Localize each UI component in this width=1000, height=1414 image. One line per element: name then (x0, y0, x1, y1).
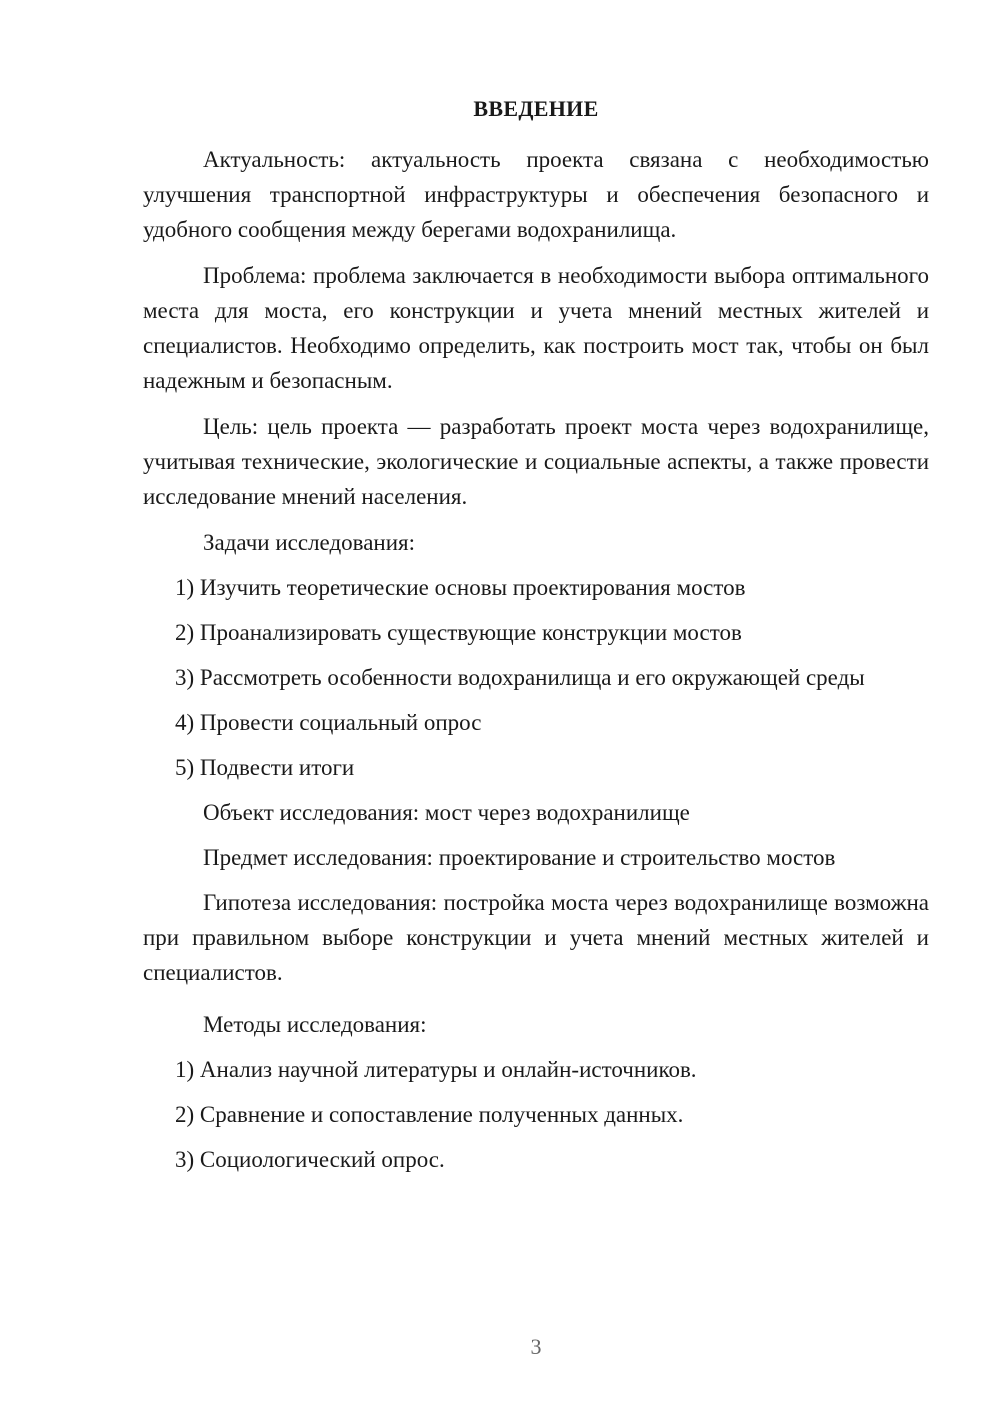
task-item: 2) Проанализировать существующие конструкции мостов (175, 620, 742, 645)
problem-paragraph: Проблема: проблема заключается в необходимости выбора оптимального места для моста, его конструкции и учета мнений местных жителей и специалистов. Необходимо определить, как построить мост так, чтобы он был надежным и безопасным. (143, 263, 929, 393)
tasks-list (143, 570, 929, 785)
method-item: 2) Сравнение и сопоставление полученных данных. (175, 1102, 684, 1127)
task-item: 4) Провести социальный опрос (175, 710, 482, 735)
relevance-paragraph: Актуальность: актуальность проекта связана с необходимостью улучшения транспортной инфраструктуры и обеспечения безопасного и удобного сообщения между берегами водохранилища. (143, 147, 929, 242)
research-object: Объект исследования: мост через водохранилище (203, 800, 690, 825)
tasks-heading: Задачи исследования: (203, 530, 416, 555)
document-page (143, 92, 929, 1187)
research-subject: Предмет исследования: проектирование и строительство мостов (203, 845, 836, 870)
task-item: 3) Рассмотреть особенности водохранилища и его окружающей среды (175, 665, 865, 690)
goal-paragraph: Цель: цель проекта — разработать проект моста через водохранилище, учитывая технические, экологические и социальные аспекты, а также провести исследование мнений населения. (143, 414, 929, 509)
task-item: 1) Изучить теоретические основы проектирования мостов (175, 575, 746, 600)
methods-heading: Методы исследования: (203, 1012, 427, 1037)
page-number: 3 (530, 1334, 542, 1359)
method-item: 1) Анализ научной литературы и онлайн-источников. (175, 1057, 697, 1082)
methods-list (143, 1052, 929, 1177)
method-item: 3) Социологический опрос. (175, 1147, 445, 1172)
task-item: 5) Подвести итоги (175, 755, 355, 780)
page-title: ВВЕДЕНИЕ (473, 96, 599, 121)
hypothesis-paragraph: Гипотеза исследования: постройка моста через водохранилище возможна при правильном выборе конструкции и учета мнений местных жителей и специалистов. (143, 890, 929, 985)
